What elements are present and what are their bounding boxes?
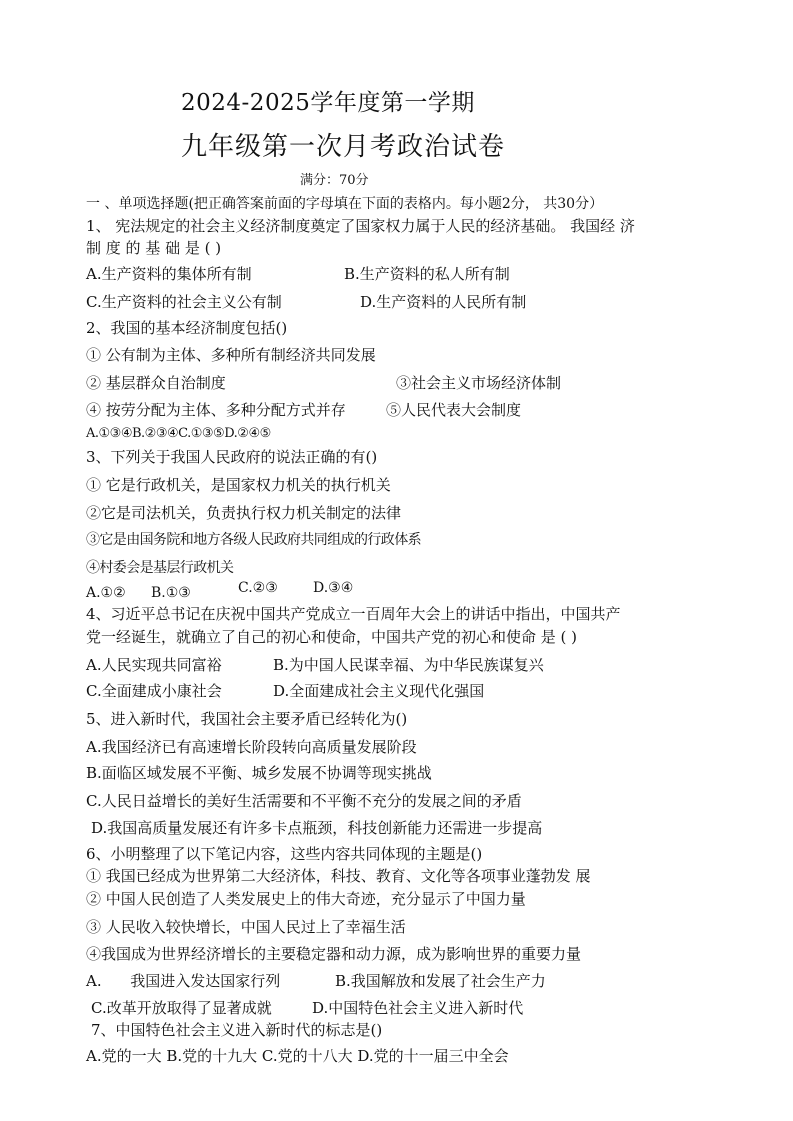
q2-item-4: ④ 按劳分配为主体、多种分配方式并存 xyxy=(86,401,346,419)
q1-option-c: C.生产资料的社会主义公有制 xyxy=(86,293,282,311)
q7-options: A.党的一大 B.党的十九大 C.党的十八大 D.党的十一届三中全会 xyxy=(86,1047,509,1065)
q6-option-a: A. 我国进入发达国家行列 xyxy=(86,972,281,990)
q2-item-5: ⑤人民代表大会制度 xyxy=(386,401,522,419)
q3-item-3: ③它是由国务院和地方各级人民政府共同组成的行政体系 xyxy=(86,532,421,548)
q5-option-b: B.面临区域发展不平衡、城乡发展不协调等现实挑战 xyxy=(86,764,432,782)
q6-item-1: ① 我国已经成为世界第二大经济体，科技、教育、文化等各项事业蓬勃发 展 xyxy=(86,867,591,885)
q1-stem-line1: 1、 宪法规定的社会主义经济制度奠定了国家权力属于人民的经济基础。 我国经 济 xyxy=(86,217,635,235)
q3-option-c: C.②③ xyxy=(238,580,278,596)
q6-item-2: ② 中国人民创造了人类发展史上的伟大奇迹，充分显示了中国力量 xyxy=(86,890,526,908)
q5-stem: 5、进入新时代，我国社会主要矛盾已经转化为() xyxy=(86,710,408,728)
q3-stem: 3、下列关于我国人民政府的说法正确的有() xyxy=(86,448,378,466)
q2-stem: 2、我国的基本经济制度包括() xyxy=(86,319,288,337)
exam-title-term: 2024-2025学年度第一学期 xyxy=(181,90,475,116)
q5-option-d: D.我国高质量发展还有许多卡点瓶颈，科技创新能力还需进一步提高 xyxy=(91,819,543,837)
q3-item-1: ① 它是行政机关，是国家权力机关的执行机关 xyxy=(86,476,391,494)
q3-option-b: B.①③ xyxy=(151,585,191,601)
q5-option-c: C.人民日益增长的美好生活需要和不平衡不充分的发展之间的矛盾 xyxy=(86,792,522,810)
q4-stem-line1: 4、习近平总书记在庆祝中国共产党成立一百周年大会上的讲话中指出，中国共产 xyxy=(86,605,621,623)
full-score: 满分：70分 xyxy=(300,173,369,188)
q3-option-a: A.①② xyxy=(86,585,126,601)
q2-item-1: ① 公有制为主体、多种所有制经济共同发展 xyxy=(86,346,376,364)
q6-item-4: ④我国成为世界经济增长的主要稳定器和动力源，成为影响世界的重要力量 xyxy=(86,945,582,963)
q1-option-b: B.生产资料的私人所有制 xyxy=(344,265,510,283)
q3-item-2: ②它是司法机关，负责执行权力机关制定的法律 xyxy=(86,504,402,522)
q1-option-d: D.生产资料的人民所有制 xyxy=(360,293,527,311)
q6-option-d: D.中国特色社会主义进入新时代 xyxy=(312,999,524,1017)
q6-item-3: ③ 人民收入较快增长，中国人民过上了幸福生活 xyxy=(86,918,406,936)
q3-option-d: D.③④ xyxy=(313,580,354,596)
q4-option-d: D.全面建成社会主义现代化强国 xyxy=(273,682,485,700)
q6-option-c: C.改革开放取得了显著成就 xyxy=(91,999,272,1017)
q1-stem-line2: 制 度 的 基 础 是 ( ) xyxy=(86,239,222,257)
exam-title-subject: 九年级第一次月考政治试卷 xyxy=(181,132,506,162)
q2-options: A.①③④B.②③④C.①③⑤D.②④⑤ xyxy=(86,426,271,441)
q2-item-3: ③社会主义市场经济体制 xyxy=(396,374,562,392)
q5-option-a: A.我国经济已有高速增长阶段转向高质量发展阶段 xyxy=(86,738,417,756)
q6-stem: 6、小明整理了以下笔记内容，这些内容共同体现的主题是() xyxy=(86,845,483,863)
q6-option-b: B.我国解放和发展了社会生产力 xyxy=(335,972,546,990)
q4-option-b: B.为中国人民谋幸福、为中华民族谋复兴 xyxy=(273,656,544,674)
q3-item-4: ④村委会是基层行政机关 xyxy=(86,560,234,576)
q4-option-a: A.人民实现共同富裕 xyxy=(86,656,222,674)
q4-option-c: C.全面建成小康社会 xyxy=(86,682,222,700)
q4-stem-line2: 党一经诞生，就确立了自己的初心和使命，中国共产党的初心和使命 是 ( ) xyxy=(86,628,578,646)
q2-item-2: ② 基层群众自治制度 xyxy=(86,374,226,392)
q1-option-a: A.生产资料的集体所有制 xyxy=(86,265,252,283)
section-heading: 一 、单项选择题(把正确答案前面的字母填在下面的表格内。每小题2分， 共30分） xyxy=(86,196,604,212)
q7-stem: 7、中国特色社会主义进入新时代的标志是() xyxy=(91,1021,383,1039)
